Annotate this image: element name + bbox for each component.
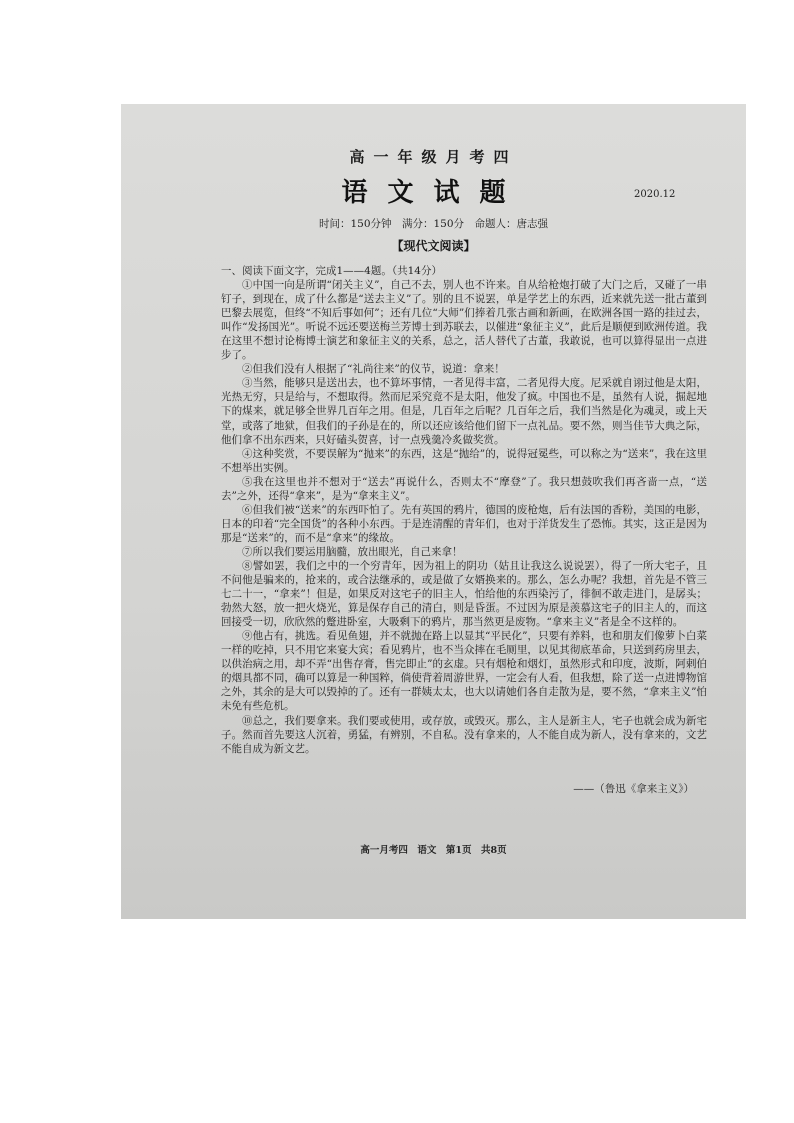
paragraph-6: ⑥但我们被“送来”的东西吓怕了。先有英国的鸦片，德国的废枪炮，后有法国的香粉，美国的电影，日本的印着“完全国货”的各种小东西。于是连清醒的青年们，也对于洋货发生了恐怖。其实，这正是因为那是“送来”的，而不是“拿来”的缘故。: [221, 503, 707, 544]
paragraph-8: ⑧譬如罢，我们之中的一个穷青年，因为祖上的阴功（姑且让我这么说说罢），得了一所大宅子，且不问他是骗来的，抢来的，或合法继承的，或是做了女婿换来的。那么，怎么办呢？我想，首先是不管三七二十一，“拿来”！但是，如果反对这宅子的旧主人，怕给他的东西染污了，徘徊不敢走进门，是孱头；勃然大怒，放一把火烧光，算是保存自己的清白，则是昏蛋。不过因为原是羡慕这宅子的旧主人的，而这回接受一切，欣欣然的蹩进卧室，大吸剩下的鸦片，那当然更是废物。“拿来主义”者是全不这样的。: [221, 559, 707, 629]
exam-header: 高一年级月考四: [349, 148, 518, 166]
paragraph-10: ⑩总之，我们要拿来。我们要或使用，或存放，或毁灭。那么，主人是新主人，宅子也就会成为新宅子。然而首先要这人沉着，勇猛，有辨别，不自私。没有拿来的，人不能自成为新人，没有拿来的，文艺不能自成为新文艺。: [221, 714, 707, 755]
passage-source: ——（鲁迅《拿来主义》）: [573, 783, 694, 795]
question-instruction: 一、阅读下面文字，完成1——4题。（共14分）: [221, 265, 442, 277]
exam-paper-photo: [121, 104, 746, 919]
paragraph-7: ⑦所以我们要运用脑髓，放出眼光，自己来拿！: [242, 545, 463, 558]
section-title: 【现代文阅读】: [391, 239, 476, 253]
paragraph-4: ④这种奖赏，不要误解为“抛来”的东西，这是“抛给”的，说得冠冕些，可以称之为“送来”，我在这里不想举出实例。: [221, 447, 707, 474]
reading-passage: [221, 264, 707, 756]
exam-title: 语文试题: [341, 178, 526, 208]
paragraph-3: ③当然，能够只是送出去，也不算坏事情，一者见得丰富，二者见得大度。尼采就自诩过他是太阳，光热无穷，只是给与，不想取得。然而尼采究竟不是太阳，他发了疯。中国也不是，虽然有人说，掘起地下的煤来，就足够全世界几百年之用。但是，几百年之后呢？几百年之后，我们当然是化为魂灵，或上天堂，或落了地狱，但我们的子孙是在的，所以还应该给他们留下一点礼品。要不然，则当佳节大典之际，他们拿不出东西来，只好磕头贺喜，讨一点残羹冷炙做奖赏。: [221, 377, 707, 446]
paragraph-2: ②但我们没有人根据了“礼尚往来”的仪节，说道：拿来！: [242, 363, 505, 376]
page-footer: 高一月考四 语文 第1页 共8页: [360, 845, 507, 856]
exam-meta: 时间：150分钟 满分：150分 命题人：唐志强: [318, 218, 549, 230]
paragraph-9: ⑨他占有，挑选。看见鱼翅，并不就抛在路上以显其“平民化”，只要有养料，也和朋友们像萝卜白菜一样的吃掉，只不用它来宴大宾；看见鸦片，也不当众摔在毛厕里，以见其彻底革命，只送到药房里去，以供治病之用，却不弄“出售存膏，售完即止”的玄虚。只有烟枪和烟灯，虽然形式和印度，波斯，阿剌伯的烟具都不同，确可以算是一种国粹，倘使背着周游世界，一定会有人看，但我想，除了送一点进博物馆之外，其余的是大可以毁掉的了。还有一群姨太太，也大以请她们各自走散为是，要不然，“拿来主义”怕未免有些危机。: [221, 630, 707, 713]
paragraph-5: ⑤我在这里也并不想对于“送去”再说什么，否则太不“摩登”了。我只想鼓吹我们再吝啬一点，“送去”之外，还得“拿来”，是为“拿来主义”。: [221, 475, 707, 502]
exam-date: 2020.12: [634, 189, 676, 200]
paragraph-1: ①中国一向是所谓“闭关主义”，自己不去，别人也不许来。自从给枪炮打破了大门之后，又碰了一串钉子，到现在，成了什么都是“送去主义”了。别的且不说罢，单是学艺上的东西，近来就先送一批古董到巴黎去展览，但终“不知后事如何”；还有几位“大师”们捧着几张古画和新画，在欧洲各国一路的挂过去，叫作“发扬国光”。听说不远还要送梅兰芳博士到苏联去，以催进“象征主义”，此后是顺便到欧洲传道。我在这里不想讨论梅博士演艺和象征主义的关系，总之，活人替代了古董，我敢说，也可以算得显出一点进步了。: [221, 279, 707, 362]
